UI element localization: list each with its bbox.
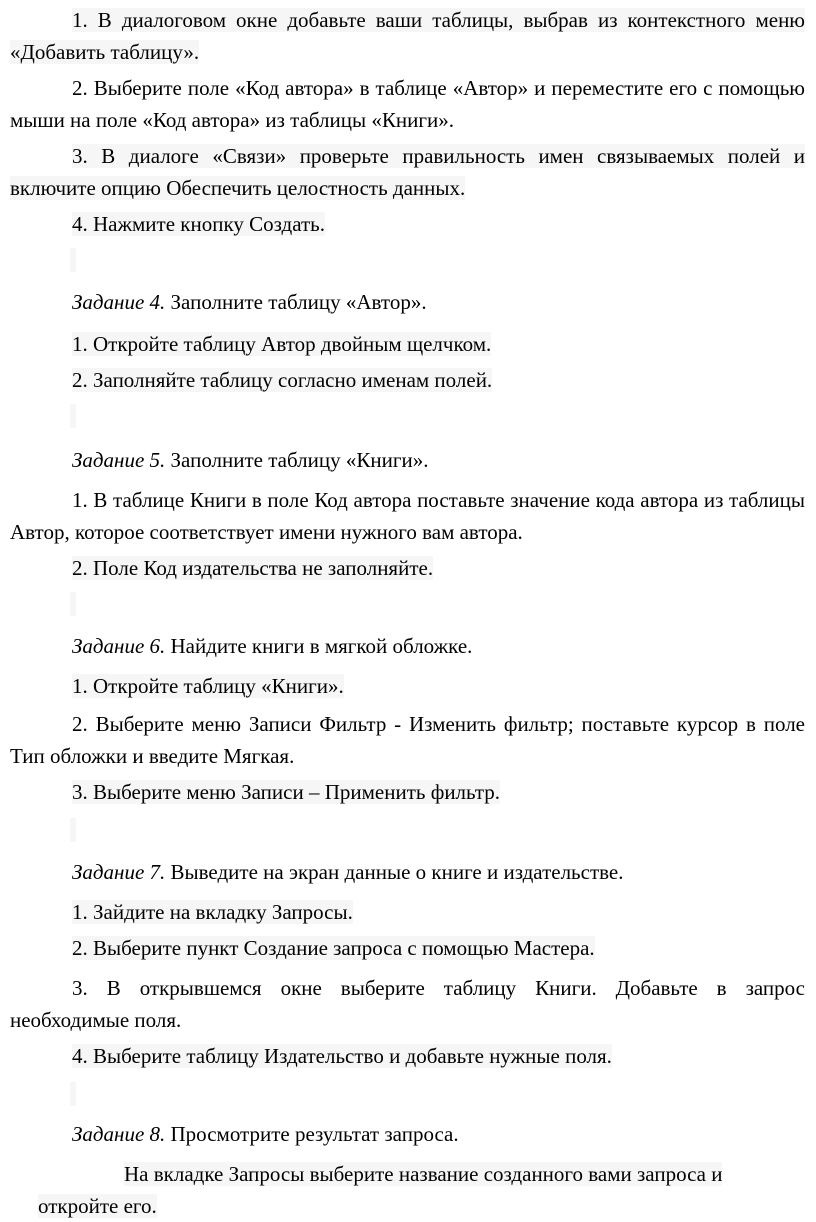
task7-step-4-text: 4. Выберите таблицу Издательство и добавьте нужные поля. [72, 1044, 612, 1068]
task5-title: Заполните таблицу «Книги». [165, 448, 429, 472]
task4-label: Задание 4. [72, 290, 166, 314]
intro-step-3 [10, 140, 805, 204]
task7-heading [10, 856, 805, 888]
task6-heading [10, 630, 805, 662]
task4-heading [10, 286, 805, 318]
task7-title: Выведите на экран данные о книге и издательстве. [165, 860, 624, 884]
task7-step-2 [10, 932, 805, 964]
task6-step-1 [10, 670, 805, 702]
task5-step-1-text: 1. В таблице Книги в поле Код автора поставьте значение кода автора из таблицы Автор, которое соответствует имени нужного вам автора. [10, 488, 805, 544]
task5-step-2-text: 2. Поле Код издательства не заполняйте. [72, 556, 434, 580]
blank-marker [70, 404, 76, 428]
blank-marker [70, 1082, 76, 1106]
intro-step-1-text: 1. В диалоговом окне добавьте ваши таблицы, выбрав из контекстного меню «Добавить таблицу». [10, 8, 805, 64]
intro-step-1 [10, 4, 805, 68]
intro-step-4-text: 4. Нажмите кнопку Создать. [72, 212, 325, 236]
task7-step-2-text: 2. Выберите пункт Создание запроса с помощью Мастера. [72, 936, 595, 960]
task4-step-1-text: 1. Откройте таблицу Автор двойным щелчком. [72, 332, 492, 356]
blank-marker [70, 592, 76, 616]
blank-marker [70, 818, 76, 842]
intro-step-2 [10, 72, 805, 136]
task8-body [38, 1158, 808, 1222]
task7-step-1 [10, 896, 805, 928]
task6-step-1-text: 1. Откройте таблицу «Книги». [72, 674, 344, 698]
task4-title: Заполните таблицу «Автор». [165, 290, 427, 314]
intro-step-2-text: 2. Выберите поле «Код автора» в таблице «Автор» и переместите его с помощью мыши на поле «Код автора» из таблицы «Книги». [10, 76, 805, 132]
task6-step-2-text: 2. Выберите меню Записи Фильтр - Изменить фильтр; поставьте курсор в поле Тип обложки и введите Мягкая. [10, 712, 805, 768]
task8-body-text: На вкладке Запросы выберите название созданного вами запроса и откройте его. [38, 1162, 723, 1218]
task7-step-3 [10, 972, 805, 1036]
task4-step-2-text: 2. Заполняйте таблицу согласно именам полей. [72, 368, 493, 392]
task5-heading [10, 444, 805, 476]
task6-title: Найдите книги в мягкой обложке. [165, 634, 473, 658]
task8-title: Просмотрите результат запроса. [165, 1122, 459, 1146]
task5-label: Задание 5. [72, 448, 166, 472]
task7-step-1-text: 1. Зайдите на вкладку Запросы. [72, 900, 353, 924]
task4-step-2 [10, 364, 805, 396]
task8-label: Задание 8. [72, 1122, 166, 1146]
task6-step-3 [10, 776, 805, 808]
task6-step-3-text: 3. Выберите меню Записи – Применить фильтр. [72, 780, 500, 804]
blank-marker [70, 248, 76, 272]
task8-heading [10, 1118, 805, 1150]
intro-step-3-text: 3. В диалоге «Связи» проверьте правильность имен связываемых полей и включите опцию Обеспечить целостность данных. [10, 144, 805, 200]
task6-step-2 [10, 708, 805, 772]
task7-step-4 [10, 1040, 805, 1072]
task6-label: Задание 6. [72, 634, 166, 658]
task5-step-1 [10, 484, 805, 548]
task7-label: Задание 7. [72, 860, 166, 884]
task5-step-2 [10, 552, 805, 584]
task7-step-3-text: 3. В открывшемся окне выберите таблицу Книги. Добавьте в запрос необходимые поля. [10, 976, 805, 1032]
task4-step-1 [10, 328, 805, 360]
intro-step-4 [10, 208, 805, 240]
